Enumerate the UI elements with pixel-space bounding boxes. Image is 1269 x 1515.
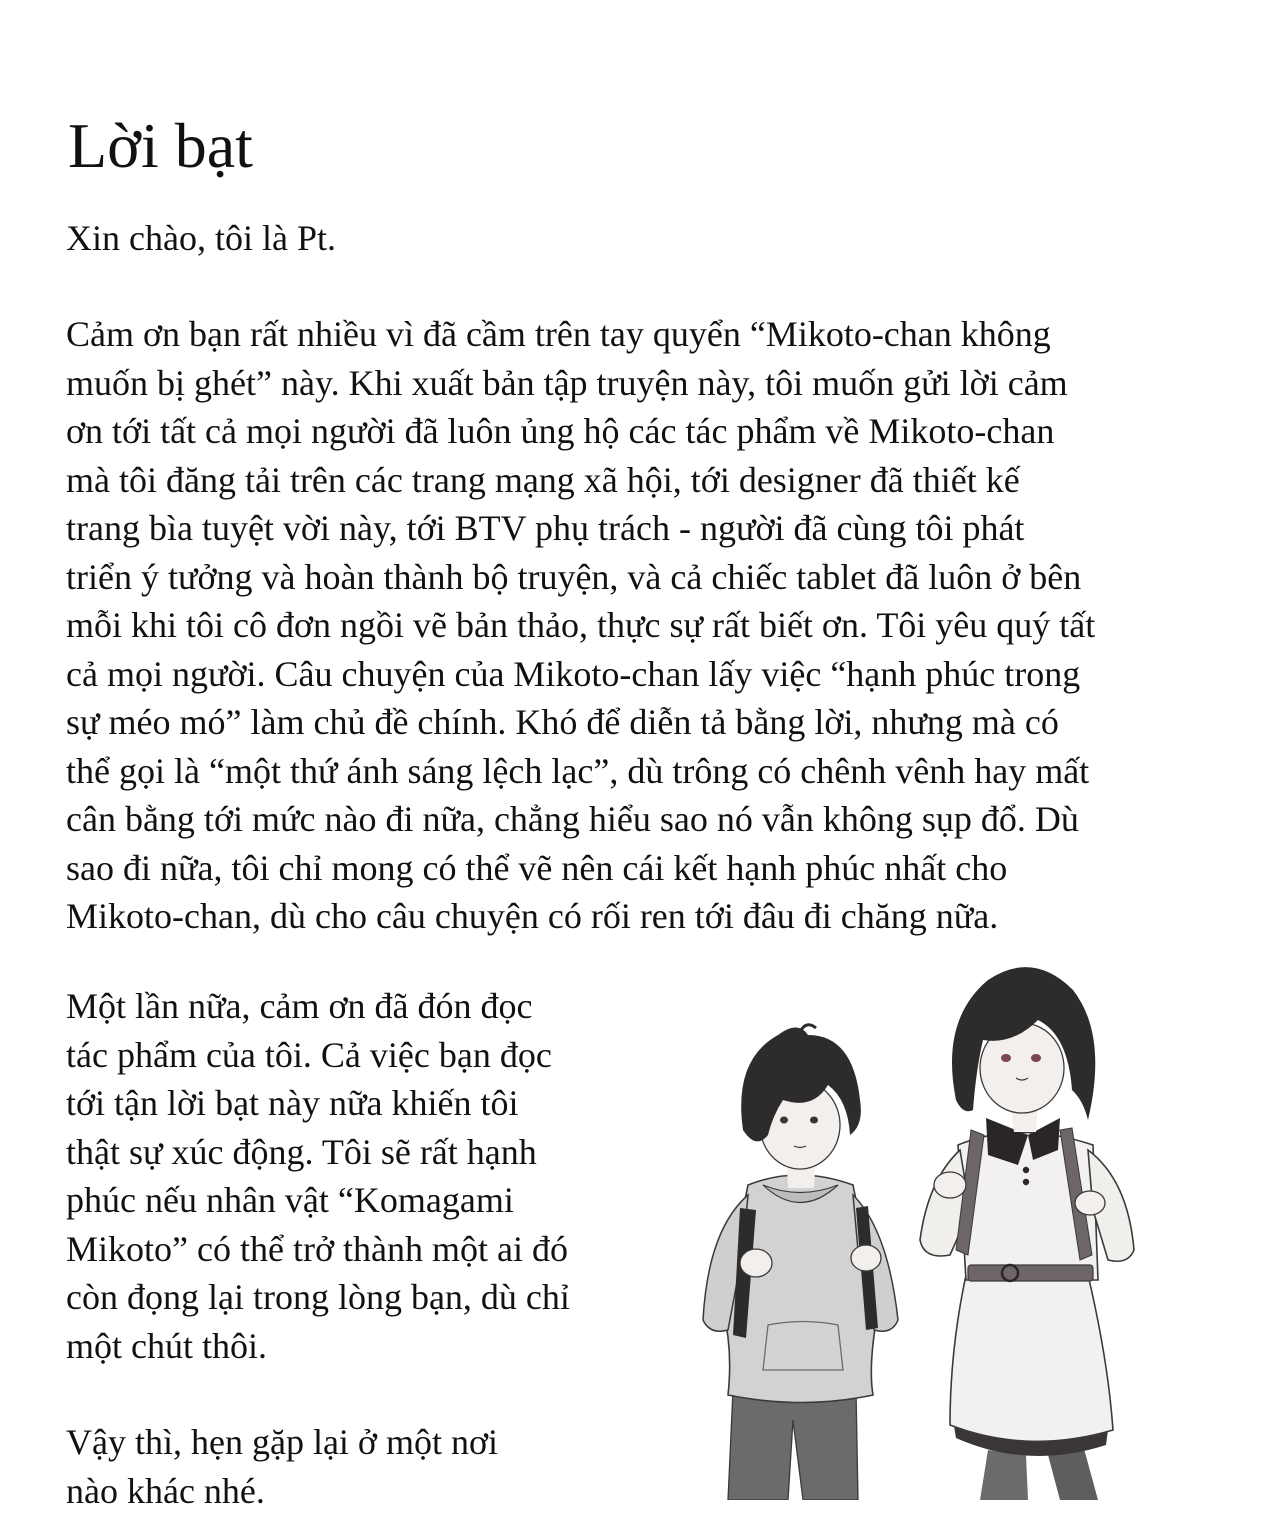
farewell-paragraph <box>66 1418 656 1515</box>
text-line: Mikoto-chan, dù cho câu chuyện có rối ren tới đâu đi chăng nữa. <box>66 892 1236 941</box>
boy-figure <box>703 1025 898 1500</box>
greeting-text: Xin chào, tôi là Pt. <box>66 214 336 262</box>
text-line: sự méo mó” làm chủ đề chính. Khó để diễn tả bằng lời, nhưng mà có <box>66 698 1236 747</box>
text-line: một chút thôi. <box>66 1322 656 1371</box>
text-line: thật sự xúc động. Tôi sẽ rất hạnh <box>66 1128 656 1177</box>
main-paragraph <box>66 310 1236 941</box>
text-line: Mikoto” có thể trở thành một ai đó <box>66 1225 656 1274</box>
text-line: sao đi nữa, tôi chỉ mong có thể vẽ nên cái kết hạnh phúc nhất cho <box>66 844 1236 893</box>
text-line: triển ý tưởng và hoàn thành bộ truyện, và cả chiếc tablet đã luôn ở bên <box>66 553 1236 602</box>
character-illustration <box>688 950 1148 1500</box>
text-line: tác phẩm của tôi. Cả việc bạn đọc <box>66 1031 656 1080</box>
text-line: thể gọi là “một thứ ánh sáng lệch lạc”, dù trông có chênh vênh hay mất <box>66 747 1236 796</box>
text-line: tới tận lời bạt này nữa khiến tôi <box>66 1079 656 1128</box>
text-line: phúc nếu nhân vật “Komagami <box>66 1176 656 1225</box>
girl-figure <box>920 967 1134 1500</box>
closing-paragraph <box>66 982 656 1370</box>
text-line: ơn tới tất cả mọi người đã luôn ủng hộ các tác phẩm về Mikoto-chan <box>66 407 1236 456</box>
text-line: Một lần nữa, cảm ơn đã đón đọc <box>66 982 656 1031</box>
text-line: Cảm ơn bạn rất nhiều vì đã cầm trên tay quyển “Mikoto-chan không <box>66 310 1236 359</box>
text-line: Vậy thì, hẹn gặp lại ở một nơi <box>66 1418 656 1467</box>
text-line: mà tôi đăng tải trên các trang mạng xã hội, tới designer đã thiết kế <box>66 456 1236 505</box>
text-line: muốn bị ghét” này. Khi xuất bản tập truyện này, tôi muốn gửi lời cảm <box>66 359 1236 408</box>
illustration-art <box>688 950 1148 1500</box>
text-line: cả mọi người. Câu chuyện của Mikoto-chan lấy việc “hạnh phúc trong <box>66 650 1236 699</box>
page-title: Lời bạt <box>68 108 253 184</box>
text-line: cân bằng tới mức nào đi nữa, chẳng hiểu sao nó vẫn không sụp đổ. Dù <box>66 795 1236 844</box>
text-line: mỗi khi tôi cô đơn ngồi vẽ bản thảo, thực sự rất biết ơn. Tôi yêu quý tất <box>66 601 1236 650</box>
text-line: còn đọng lại trong lòng bạn, dù chỉ <box>66 1273 656 1322</box>
text-line: trang bìa tuyệt vời này, tới BTV phụ trách - người đã cùng tôi phát <box>66 504 1236 553</box>
text-line: nào khác nhé. <box>66 1467 656 1515</box>
